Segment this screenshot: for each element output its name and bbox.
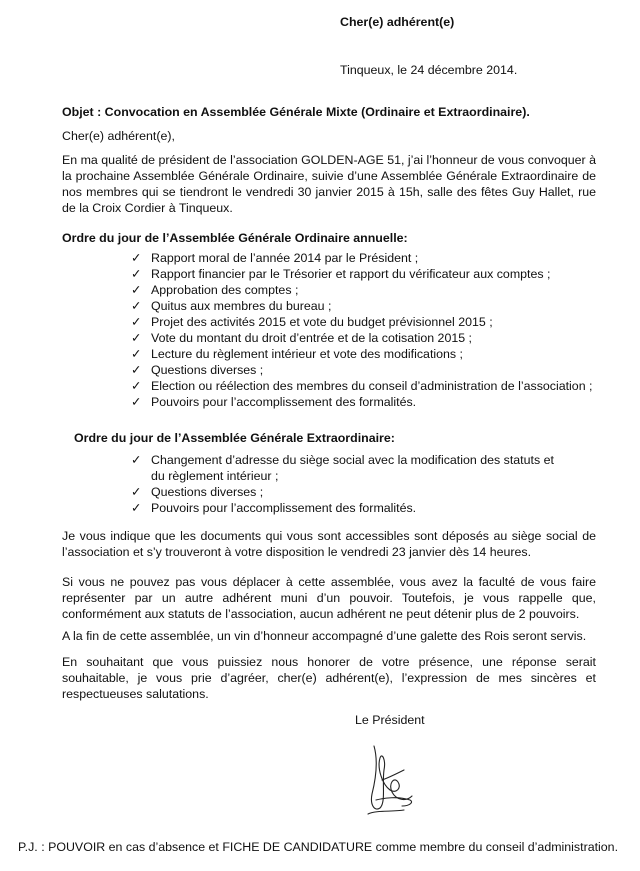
checkmark-icon: ✓ xyxy=(131,501,142,515)
agenda-item: ✓ Election ou réélection des membres du conseil d’administration de l’association ; xyxy=(131,379,593,393)
intro-paragraph: En ma qualité de président de l’association GOLDEN-AGE 51, j’ai l’honneur de vous convoquer à la prochaine Assemblée Générale Ordinaire, suivie d’une Assemblée Générale Extraordinaire de nos membres qui se tiendront le vendredi 30 janvier 2015 à 15h, salle des fêtes Guy Hallet, rue de la Croix Cordier à Tinqueux. xyxy=(62,153,596,215)
checkmark-icon: ✓ xyxy=(131,283,142,297)
agenda-item: ✓ Vote du montant du droit d’entrée et de la cotisation 2015 ; xyxy=(131,331,473,345)
checkmark-icon: ✓ xyxy=(131,331,142,345)
reception-paragraph: A la fin de cette assemblée, un vin d’honneur accompagné d’une galette des Rois seront servis. xyxy=(62,629,587,643)
checkmark-icon: ✓ xyxy=(131,299,142,313)
salutation: Cher(e) adhérent(e), xyxy=(62,129,175,143)
checkmark-icon: ✓ xyxy=(131,363,142,377)
checkmark-icon: ✓ xyxy=(131,453,142,467)
checkmark-icon: ✓ xyxy=(131,379,142,393)
checkmark-icon: ✓ xyxy=(131,267,142,281)
checkmark-icon: ✓ xyxy=(131,347,142,361)
agenda-item: ✓ Changement d’adresse du siège social avec la modification des statuts et du règlement intérieur ; xyxy=(131,453,554,483)
handwritten-signature xyxy=(352,740,432,820)
date-line: Tinqueux, le 24 décembre 2014. xyxy=(340,63,518,77)
agenda-item: ✓ Projet des activités 2015 et vote du budget prévisionnel 2015 ; xyxy=(131,315,493,329)
ordinary-agenda-list xyxy=(131,250,601,410)
checkmark-icon: ✓ xyxy=(131,315,142,329)
agenda-item: ✓ Pouvoirs pour l’accomplissement des formalités. xyxy=(131,395,417,409)
agenda-item: ✓ Rapport financier par le Trésorier et rapport du vérificateur aux comptes ; xyxy=(131,267,551,281)
agenda-item: ✓ Lecture du règlement intérieur et vote des modifications ; xyxy=(131,347,463,361)
subject-line: Objet : Convocation en Assemblée Générale Mixte (Ordinaire et Extraordinaire). xyxy=(62,105,530,119)
documents-paragraph: Je vous indique que les documents qui vous sont accessibles sont déposés au siège social de l’association et s’y trouveront à votre disposition le vendredi 23 janvier dès 14 heures. xyxy=(62,529,596,559)
agenda-item: ✓ Rapport moral de l’année 2014 par le Président ; xyxy=(131,251,419,265)
ordinary-agenda-heading: Ordre du jour de l’Assemblée Générale Ordinaire annuelle: xyxy=(62,231,408,245)
signer-title: Le Président xyxy=(355,713,425,727)
extraordinary-agenda-heading: Ordre du jour de l’Assemblée Générale Extraordinaire: xyxy=(74,431,395,445)
checkmark-icon: ✓ xyxy=(131,251,142,265)
extraordinary-agenda-list xyxy=(131,452,571,516)
recipient-line: Cher(e) adhérent(e) xyxy=(340,15,455,29)
agenda-item: ✓ Questions diverses ; xyxy=(131,485,264,499)
agenda-item: ✓ Approbation des comptes ; xyxy=(131,283,299,297)
checkmark-icon: ✓ xyxy=(131,395,142,409)
attachments-note: P.J. : POUVOIR en cas d’absence et FICHE DE CANDIDATURE comme membre du conseil d’administration. xyxy=(18,840,619,854)
agenda-item: ✓ Pouvoirs pour l’accomplissement des formalités. xyxy=(131,501,417,515)
checkmark-icon: ✓ xyxy=(131,485,142,499)
agenda-item: ✓ Quitus aux membres du bureau ; xyxy=(131,299,332,313)
proxy-paragraph: Si vous ne pouvez pas vous déplacer à cette assemblée, vous avez la faculté de vous faire représenter par un autre adhérent muni d’un pouvoir. Toutefois, je vous rappelle que, conformément aux statuts de l’association, aucun adhérent ne peut détenir plus de 2 pouvoirs. xyxy=(62,575,596,621)
agenda-item: ✓ Questions diverses ; xyxy=(131,363,264,377)
closing-paragraph: En souhaitant que vous puissiez nous honorer de votre présence, une réponse serait souhaitable, je vous prie d’agréer, cher(e) adhérent(e), l’expression de mes sincères et respectueuses salutations. xyxy=(62,655,596,701)
